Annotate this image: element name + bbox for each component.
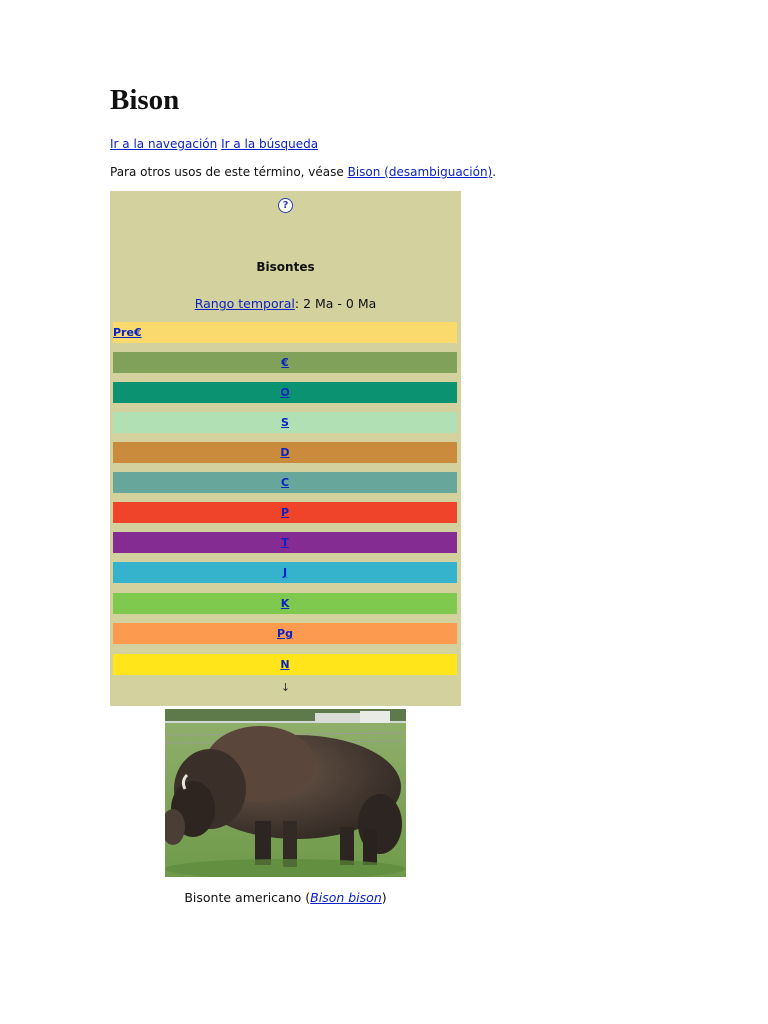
- period-link-ordovician[interactable]: O: [280, 386, 290, 399]
- period-link-triassic[interactable]: T: [281, 536, 289, 549]
- period-bar-paleogene: [113, 623, 457, 644]
- temporal-range-value: : 2 Ma - 0 Ma: [294, 296, 377, 311]
- period-bar-permian: [113, 502, 457, 523]
- disambiguation-text: Para otros usos de este término, véase: [110, 165, 348, 179]
- disambiguation-link[interactable]: Bison (desambiguación): [347, 165, 493, 179]
- caption-text: Bisonte americano (: [184, 890, 311, 905]
- bison-photo[interactable]: [165, 709, 406, 877]
- period-link-paleogene[interactable]: Pg: [277, 627, 293, 640]
- period-link-silurian[interactable]: S: [281, 416, 289, 429]
- skip-links: [110, 137, 318, 151]
- temporal-range-link[interactable]: Rango temporal: [194, 296, 295, 311]
- period-link-carboniferous[interactable]: C: [280, 476, 290, 489]
- caption-suffix: ): [381, 890, 387, 905]
- period-bar-cambrian: [113, 352, 457, 373]
- period-bar-devonian: [113, 442, 457, 463]
- period-link-cambrian[interactable]: €: [281, 356, 289, 369]
- caption-species-link[interactable]: Bison bison: [310, 890, 382, 905]
- image-caption: [110, 890, 461, 905]
- period-link-permian[interactable]: P: [280, 506, 290, 519]
- help-icon[interactable]: ?: [278, 198, 293, 213]
- period-bar-jurassic: [113, 562, 457, 583]
- disambiguation-suffix: .: [492, 165, 497, 179]
- page-title: Bison: [110, 84, 180, 116]
- arrow-down-icon: ↓: [280, 681, 291, 694]
- skip-to-navigation-link[interactable]: Ir a la navegación: [110, 137, 218, 151]
- period-link-precambrian[interactable]: Pre€: [113, 326, 142, 339]
- temporal-range: [110, 296, 461, 311]
- period-link-devonian[interactable]: D: [280, 446, 290, 459]
- period-bar-carboniferous: [113, 472, 457, 493]
- period-bar-ordovician: [113, 382, 457, 403]
- period-link-jurassic[interactable]: J: [282, 566, 288, 579]
- period-link-neogene[interactable]: N: [280, 658, 290, 671]
- taxon-name: Bisontes: [256, 260, 315, 274]
- period-link-cretaceous[interactable]: K: [280, 597, 290, 610]
- period-bar-silurian: [113, 412, 457, 433]
- skip-to-search-link[interactable]: Ir a la búsqueda: [221, 137, 319, 151]
- period-bar-triassic: [113, 532, 457, 553]
- period-bar-cretaceous: [113, 593, 457, 614]
- period-bar-neogene: [113, 654, 457, 675]
- period-bar-precambrian: [113, 322, 457, 343]
- disambiguation-note: [110, 165, 496, 179]
